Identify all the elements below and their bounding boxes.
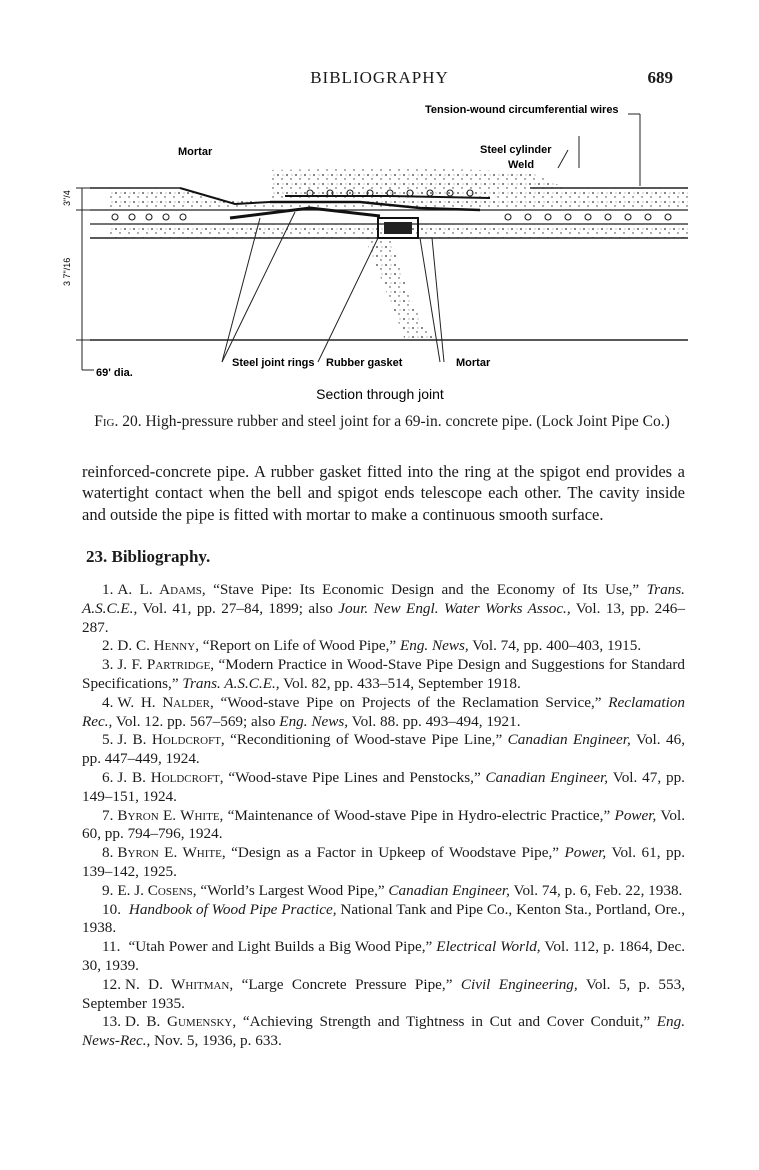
bibliography-entry [82,882,685,901]
entry-author: J. F. Partridge, [117,656,215,674]
figure-caption-text: High-pressure rubber and steel joint for a 69-in. concrete pipe. (Lock Joint Pipe Co.) [145,413,670,430]
label-steel-cylinder: Steel cylinder [480,144,552,156]
entry-details: Vol. 60, pp. 794–796, 1924. [82,806,685,843]
entry-details: National Tank and Pipe Co., Kenton Sta., Portland, Ore., 1938. [82,900,685,937]
bibliography-entry [82,938,685,976]
entry-author: E. J. Cosens, [117,881,197,899]
label-rubber-gasket: Rubber gasket [326,357,403,369]
bibliography-entry [82,581,685,637]
entry-journal-secondary: Jour. New Engl. Water Works Assoc., [338,599,571,617]
label-steel-joint-rings: Steel joint rings [232,357,315,369]
entry-title: “Achieving Strength and Tightness in Cut and Cover Conduit,” [236,1013,657,1031]
entry-details-secondary: Vol. 88. pp. 493–494, 1921. [348,712,521,730]
entry-journal: Reclamation Rec., [82,693,685,730]
entry-journal: Trans. A.S.C.E., [182,674,280,692]
label-weld: Weld [508,159,535,171]
entry-author: Byron E. White, [117,806,224,824]
joint-mortar-plug [365,238,435,340]
bibliography-entry [82,901,685,939]
entry-title: “Large Concrete Pressure Pipe,” [233,975,461,993]
bibliography-entry [82,656,685,694]
entry-author: W. H. Nalder, [117,693,214,711]
entry-author: J. B. Holdcroft, [117,768,224,786]
outer-mortar [108,168,688,210]
entry-journal: Eng. News-Rec., [82,1013,685,1050]
section-number: 23. [86,547,108,566]
entry-details: Vol. 5, p. 553, September 1935. [82,975,685,1012]
entry-details: Vol. 82, pp. 433–514, September 1918. [279,674,521,692]
figure-caption-label: Fig. 20. [94,413,142,430]
bibliography-entry [82,769,685,807]
entry-journal: Power, [564,844,607,862]
figure-section-title: Section through joint [316,386,444,402]
running-head [0,68,759,90]
entry-number: 3. [102,656,114,674]
entry-number: 7. [102,806,114,824]
entry-journal: Handbook of Wood Pipe Practice, [128,900,337,918]
entry-number: 9. [102,881,114,899]
entry-journal-secondary: Eng. News, [279,712,349,730]
bibliography-entry [82,976,685,1014]
bibliography-list [82,581,685,1051]
rubber-gasket-shape [384,222,412,234]
bibliography-entry [82,637,685,656]
entry-author: D. C. Henny, [117,637,199,655]
entry-number: 10. [102,900,121,918]
entry-author: Byron E. White, [117,844,226,862]
label-diameter: 69' dia. [96,367,133,379]
bibliography-entry [82,1013,685,1051]
entry-author: A. L. Adams, [117,581,206,598]
entry-details: Vol. 112, p. 1864, Dec. 30, 1939. [82,938,686,974]
entry-title: “Utah Power and Light Builds a Big Wood Pipe,” [124,938,437,956]
intro-paragraph [82,461,685,525]
label-mortar-top: Mortar [178,146,213,158]
entry-details: Vol. 41, pp. 27–84, 1899; also [137,599,339,617]
entry-details: Vol. 47, pp. 149–151, 1924. [82,768,685,805]
entry-title: “Design as a Factor in Upkeep of Woodstave Pipe,” [225,844,565,862]
entry-journal: Trans. A.S.C.E., [82,581,685,617]
entry-number: 2. [102,637,114,655]
entry-details: Vol. 74, p. 6, Feb. 22, 1938. [509,881,683,899]
entry-number: 13. [102,1013,121,1031]
bibliography-entry [82,807,685,845]
section-heading [86,547,210,567]
entry-journal: Power, [614,806,657,824]
entry-number: 8. [102,844,114,862]
bibliography-entry [82,844,685,882]
entry-details-secondary: Vol. 13, pp. 246–287. [82,599,685,636]
entry-journal: Civil Engineering, [460,975,578,993]
joint-section-drawing [60,92,700,402]
entry-number: 6. [102,768,114,786]
entry-journal: Canadian Engineer, [485,768,609,786]
entry-number: 4. [102,693,114,711]
entry-title: “World’s Largest Wood Pipe,” [196,881,389,899]
entry-details: Vol. 12. pp. 567–569; also [112,712,280,730]
intro-text: reinforced-concrete pipe. A rubber gasket fitted into the ring at the spigot end provides a watertight contact when the bell and spigot ends telescope each other. The cavity inside and outside the pipe is fitted with mortar to make a continuous smooth surface. [82,462,685,524]
entry-number: 5. [102,731,114,749]
entry-title: “Report on Life of Wood Pipe,” [199,637,400,655]
entry-number: 11. [102,938,121,956]
entry-journal: Canadian Engineer, [388,881,510,899]
page-number: 689 [647,68,673,87]
entry-journal: Electrical World, [436,938,541,956]
label-dimension-top: 3"/4 [62,190,72,206]
entry-title: “Maintenance of Wood-stave Pipe in Hydro-electric Practice,” [223,806,615,824]
entry-author: D. B. Gumensky, [124,1013,237,1031]
entry-number: 12. [102,975,121,993]
entry-author: J. B. Holdcroft, [117,731,225,749]
entry-details: Vol. 74, pp. 400–403, 1915. [468,637,642,655]
section-title: Bibliography. [111,547,211,566]
dimension-lines [76,188,100,370]
entry-details: Vol. 61, pp. 139–142, 1925. [82,844,685,880]
figure-caption [82,412,682,431]
entry-author: N. D. Whitman, [124,975,234,993]
entry-journal: Eng. News, [399,637,469,655]
entry-title: “Stave Pipe: Its Economic Design and the Economy of Its Use,” [205,581,647,598]
entry-journal: Canadian Engineer, [507,731,631,749]
entry-number: 1. [102,581,114,598]
label-mortar-bottom: Mortar [456,357,491,369]
bibliography-entry [82,694,685,732]
entry-title: “Wood-stave Pipe Lines and Penstocks,” [223,768,486,786]
entry-details: Nov. 5, 1936, p. 633. [150,1032,282,1050]
label-tension-wires: Tension-wound circumferential wires [425,104,619,116]
running-head-title: BIBLIOGRAPHY [310,68,449,87]
entry-title: “Modern Practice in Wood-Stave Pipe Design and Suggestions for Standard Specifications,” [82,656,685,692]
entry-title: “Reconditioning of Wood-stave Pipe Line,” [224,731,508,749]
figure-joint-section [60,92,700,402]
entry-title: “Wood-stave Pipe on Projects of the Reclamation Service,” [213,693,609,711]
entry-details: Vol. 46, pp. 447–449, 1924. [82,731,685,768]
label-dimension-wall: 3 7"/16 [62,257,72,286]
bibliography-entry [82,731,685,769]
